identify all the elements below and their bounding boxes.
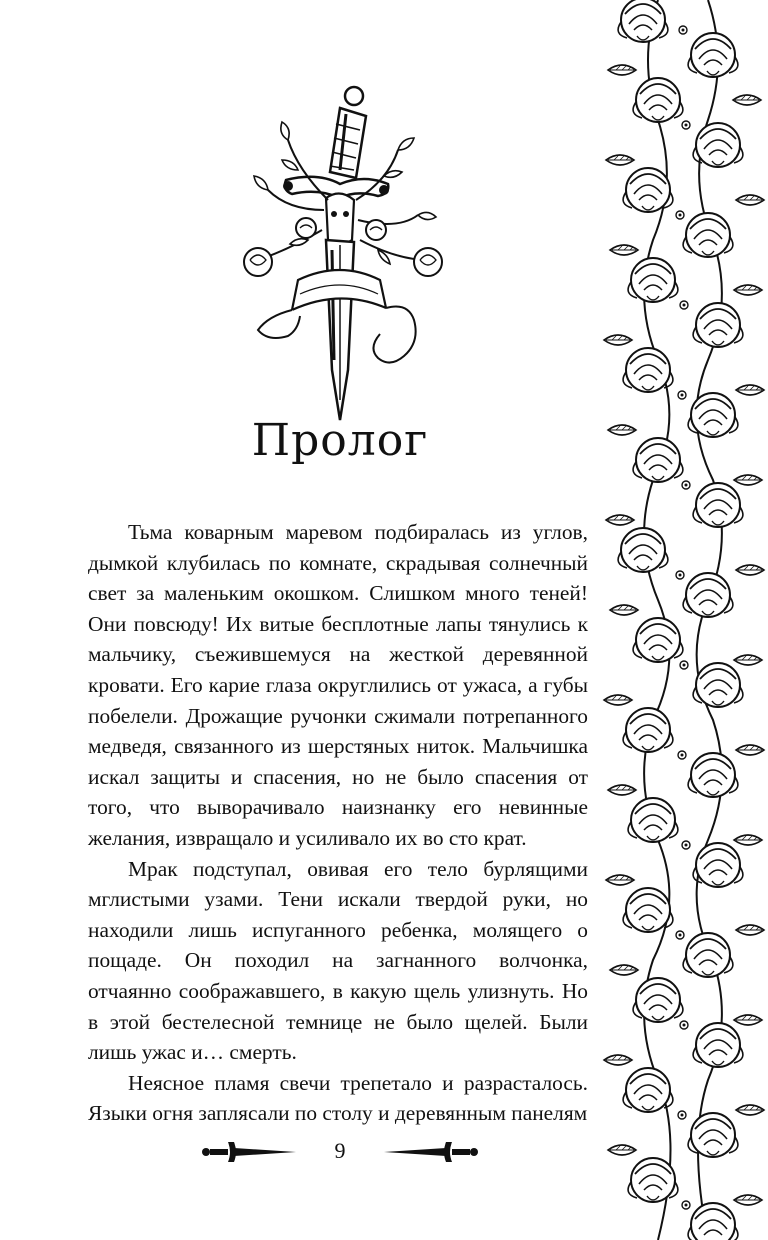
paragraph: Неясное пламя свечи трепетало и разрасталось. Языки огня заплясали по столу и деревянным панелям bbox=[88, 1070, 588, 1126]
dagger-ornament-icon bbox=[380, 1140, 480, 1164]
paragraph: Мрак подступал, овивая его тело бурлящими мглистыми узами. Тени искали твердой руки, но находили лишь испуганного ребенка, молящего о пощаде. Он походил на загнанного волчонка, отчаянно соображавшего, в какую щель улизнуть. Но в этой бестелесной темнице не было щелей. Были лишь ужас и… смерть. bbox=[88, 856, 588, 1065]
dagger-ornament-icon bbox=[200, 1140, 300, 1164]
chapter-title: Пролог bbox=[251, 415, 429, 466]
floral-border bbox=[598, 0, 768, 1240]
page-footer bbox=[200, 1132, 480, 1172]
body-text bbox=[88, 517, 588, 1129]
page-number: 9 bbox=[334, 1138, 346, 1163]
paragraph: Тьма коварным маревом подбиралась из углов, дымкой клубилась по комнате, скрадывая солнечный свет за маленьким окошком. Слишком много теней! Они повсюду! Их витые бесплотные лапы тянулись к мальчику, съежившемуся на жесткой деревянной кровати. Его карие глаза округлились от ужаса, а губы побелели. Дрожащие ручонки сжимали потрепанного медведя, связанного из шерстяных ниток. Мальчишка искал защиты и спасения, но не было спасения от того, что выворачивало наизнанку его невинные желания, извращало и усиливало их во сто крат. bbox=[88, 520, 588, 850]
dagger-rose-emblem bbox=[228, 80, 448, 440]
